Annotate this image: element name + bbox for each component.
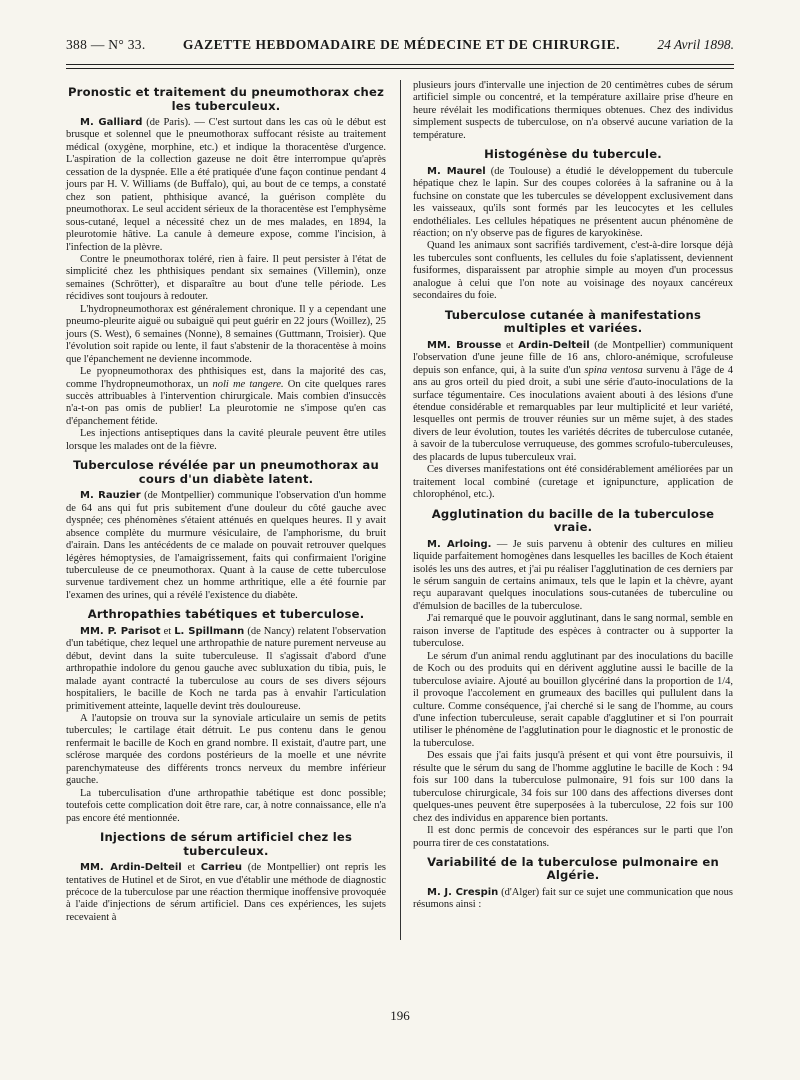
paragraph-continued: plusieurs jours d'intervalle une injection de 20 centimètres cubes de sérum artificiel simple ou concentré, et la température axillaire prise d'heure en heure révélait les modifications thermiques obtenues. Chez des individus simplement suspects de tuberculose, on n'a observé aucune variation de la température.	[413, 80, 733, 141]
paragraph: Le sérum d'un animal rendu agglutinant par des inoculations du bacille de Koch ou des produits qui en dérivent agglutine aussi le bacille de la tuberculose aviaire. Ajouté au bouillon glycériné dans la proportion de 1/4, il provoque l'accolement en grumeaux des bacilles qui pullulent dans la culture. Comme conséquence, j'ai cherché si le sang de l'homme, au cours d'une infection tuberculeuse, serait capable d'agglutiner et si l'on pourrait utiliser le phénomène de l'agglutination pour le diagnostic et le pronostic de la tuberculose.	[413, 650, 733, 749]
author-name: M. Maurel	[427, 165, 486, 177]
section-title-arthropathies: Arthropathies tabétiques et tuberculose.	[87, 607, 365, 622]
paragraph: Des essais que j'ai faits jusqu'à présent et qui vont être poursuivis, il résulte que le sérum du sang de l'homme agglutine le bacille de Koch : 94 fois sur 100 dans la tuberculose pulmonaire, 91 fois sur 100 dans la tuberculose chirurgicale, 34 fois sur 100 dans des affections diverses dont quelques-unes peuvent être superposées à la tuberculose, 22 fois sur 100 chez des individus en apparence bien portants.	[413, 750, 733, 824]
section-title-histogenese: Histogénèse du tubercule.	[484, 147, 662, 162]
paragraph: J'ai remarqué que le pouvoir agglutinant, dans le sang normal, semble en raison inverse de l'aptitude des espèces à contracter ou à supporter la tuberculose.	[413, 613, 733, 650]
issue-date: 24 Avril 1898.	[657, 37, 734, 52]
latin-phrase: noli me tangere.	[212, 378, 284, 390]
author-name: MM. Ardin-Delteil	[80, 862, 182, 874]
section-title-tuberculose-cutanee: Tuberculose cutanée à manifestations multiples et variées.	[444, 307, 702, 336]
latin-phrase: spina ventosa	[584, 364, 643, 376]
column-divider	[400, 80, 401, 940]
paragraph: MM. P. Parisot et L. Spillmann (de Nancy) relatent l'observation d'un tabétique, chez lequel une arthropathie de nature purement nerveuse au début, devint dans la suite tuberculeuse. Il s'agissait d'abord d'une arthropathie indolore du genou gauche avec subluxation du tibia, puis, le malade ayant contracté la tuberculose au cours de ses divers séjours hospitaliers, le bacille de Koch ne tarda pas à envahir l'articulation primitivement atteinte, laquelle devint très douloureuse.	[66, 625, 386, 712]
running-head	[66, 37, 734, 59]
left-column	[66, 80, 386, 1050]
author-name: Carrieu	[200, 862, 243, 874]
paragraph: M. J. Crespin (d'Alger) fait sur ce sujet une communication que nous résumons ainsi :	[413, 886, 733, 911]
section-title-algerie: Variabilité de la tuberculose pulmonaire en Algérie.	[427, 854, 719, 883]
section-title-serum: Injections de sérum artificiel chez les tuberculeux.	[99, 830, 353, 858]
author-name: M. J. Crespin	[427, 886, 499, 898]
author-name: L. Spillmann	[174, 625, 245, 637]
section-title-agglutination: Agglutination du bacille de la tuberculose vraie.	[431, 506, 715, 535]
paragraph: MM. Brousse et Ardin-Delteil (de Montpellier) communiquent l'observation d'une jeune fille de 16 ans, chloro-anémique, scrofuleuse depuis son enfance, qui, à la suite d'un spina ventosa survenu à l'âge de 4 ans au gros orteil du pied droit, a subi une série d'auto-inoculations de la surface tégumentaire. Ces inoculations avaient abouti à des lésions d'une étendue considérable et remarquables par leur multiplicité et leur variété, lesquelles ont permis de trouver réunies sur un même sujet, à des stades divers de leur évolution, toutes les variétés décrites de tuberculose cutanée, à savoir de la tuberculose verruqueuse, des gommes scrofulo-tuberculeuses, des placards de lupus tuberculeux vrai.	[413, 339, 734, 463]
paragraph: Contre le pneumothorax toléré, rien à faire. Il peut persister à l'état de simplicité chez les phthisiques pendant six semaines (Villemin), onze semaines (Schrötter), et disparaître au bout d'une telle période. Les récidives sont toujours à redouter.	[66, 253, 386, 303]
paragraph: L'hydropneumothorax est généralement chronique. Il y a cependant une pneumo-pleurite aiguë ou subaiguë qui peut guérir en 22 jours (Woillez), 25 jours (S. West), 6 semaines (Nonne), 8 semaines (Guttmann, Troisier). Que l'évolution soit rapide ou lente, il faut s'abstenir de la thoracentèse à moins que l'épanchement ne devienne incommode.	[66, 303, 386, 365]
header-rule-thick	[66, 64, 734, 65]
author-name: Ardin-Delteil	[518, 339, 590, 351]
page-folio: 196	[390, 1008, 410, 1023]
author-name: MM. Brousse	[427, 339, 502, 351]
paragraph: MM. Ardin-Delteil et Carrieu (de Montpellier) ont repris les tentatives de Hutinel et de Sirot, en vue d'établir une méthode de diagnostic précoce de la tuberculose par une réaction thermique inoffensive provoquée à l'aide d'injections de sérum artificiel. Dans ces expériences, les sujets recevaient à	[66, 862, 387, 923]
author-name: MM. P. Parisot	[80, 625, 161, 637]
paragraph: Les injections antiseptiques dans la cavité pleurale peuvent être utiles lorsque les malades ont de la fièvre.	[66, 428, 386, 452]
paragraph: M. Maurel (de Toulouse) a étudié le développement du tubercule hépatique chez le lapin. Sur des coupes colorées à la safranine ou à la fuchsine on constate que les tubercules se développent exclusivement dans les vaisseaux, qu'ils sont formés par les leucocytes et les cellules endothéliales. Les cellules hépatiques ne présentent aucun phénomène de réaction; on n'y observe pas de figures de karyokinèse.	[413, 165, 733, 240]
paragraph: Quand les animaux sont sacrifiés tardivement, c'est-à-dire lorsque déjà les tubercules sont confluents, les cellules du foie s'aplatissent, deviennent fusiformes, disparaissent par atrophie simple au moyen d'un processus analogue à celui que l'on note au voisinage des noyaux cancéreux secondaires du foie.	[413, 240, 733, 302]
section-title-diabete: Tuberculose révélée par un pneumothorax au cours d'un diabète latent.	[73, 458, 379, 486]
paragraph: La tuberculisation d'une arthropathie tabétique est donc possible; toutefois cette complication doit être rare, car, à notre connaissance, elle n'a pas encore été mentionnée.	[66, 787, 386, 824]
header-rule-thin	[66, 68, 734, 69]
paragraph: A l'autopsie on trouva sur la synoviale articulaire un semis de petits tubercules; le cartilage était détruit. Le pus contenu dans le genou renfermait le bacille de Koch en grand nombre. Il existait, d'autre part, une sclérose marquée des cordons postérieurs de la moelle et une névrite parenchymateuse des différents troncs nerveux du membre inférieur gauche.	[66, 712, 386, 787]
paragraph: Il est donc permis de concevoir des espérances sur le parti que l'on pourra tirer de ces constatations.	[413, 825, 733, 849]
journal-title: GAZETTE HEBDOMADAIRE DE MÉDECINE ET DE CHIRURGIE.	[182, 37, 621, 52]
paragraph: M. Arloing. — Je suis parvenu à obtenir des cultures en milieu liquide parfaitement homogènes dans lesquelles les bacilles de Koch étaient isolés les uns des autres, et j'ai pu réaliser l'agglutination de ces derniers par le sérum sanguin de certains animaux, tels que le lapin et la chèvre, ayant reçu auparavant quelques inoculations sous-cutanées de tuberculine ou d'émulsion de bacilles de la tuberculose.	[413, 538, 733, 612]
author-name: M. Rauzier	[80, 490, 141, 502]
paragraph: M. Rauzier (de Montpellier) communique l'observation d'un homme de 64 ans qui fut pris subitement d'une douleur du côté gauche avec dyspnée; ces phénomènes s'étaient atténués en quelques heures. Il y avait absence complète du murmure vésiculaire, de l'amphorisme, du bruit d'airain. Dans les antécédents de ce malade on pouvait retrouver quelques légères hémoptysies, de l'amaigrissement, faits qui confirmaient l'origine tuberculeuse de ce pneumothorax. Quant à la cause de cette tuberculose survenue tardivement chez un homme arthritique, elle a été fournie par l'examen des urines, qui a révélé l'existence du diabète.	[66, 490, 386, 601]
paragraph: M. Galliard (de Paris). — C'est surtout dans les cas où le début est brusque et solennel que le pneumothorax suffocant résiste au traitement médical (oxygène, morphine, etc.) et indique la thoracentèse d'urgence. L'aspiration de la collection gazeuse ne doit être interrompue qu'après cessation de la dyspnée. Elle a été pratiquée d'une façon continue pendant 4 jours par H. V. Williams (de Buffalo), qui, au bout de ce temps, a constaté chez son patient, phthisique avancé, la guérison complète du pneumothorax. Le seul accident sérieux de la thoracentèse est l'emphysème sous-cutané, lequel a nécessité chez un de mes malades, en 1894, la pleurotomie hâtive. La canule à demeure expose, comme l'incision, à l'infection de la plèvre.	[66, 117, 386, 253]
author-name: M. Galliard	[80, 117, 143, 128]
page-issue-number: 388 — N° 33.	[66, 37, 146, 52]
paragraph: Le pyopneumothorax des phthisiques est, dans la majorité des cas, comme l'hydropneumothorax, un noli me tangere. On cite quelques rares succès attribuables à l'intervention chirurgicale. Mais combien d'insuccès n'a-t-on pas omis de publier! La pleurotomie ne s'impose qu'en cas d'épanchement fétide.	[66, 366, 386, 427]
author-name: M. Arloing.	[427, 538, 492, 550]
section-title-pneumothorax: Pronostic et traitement du pneumothorax chez les tuberculeux.	[67, 85, 385, 113]
right-column	[413, 80, 734, 911]
paragraph: Ces diverses manifestations ont été considérablement améliorées par un traitement local combiné (curetage et ignipuncture, application de chlorophénol, etc.).	[413, 464, 733, 501]
